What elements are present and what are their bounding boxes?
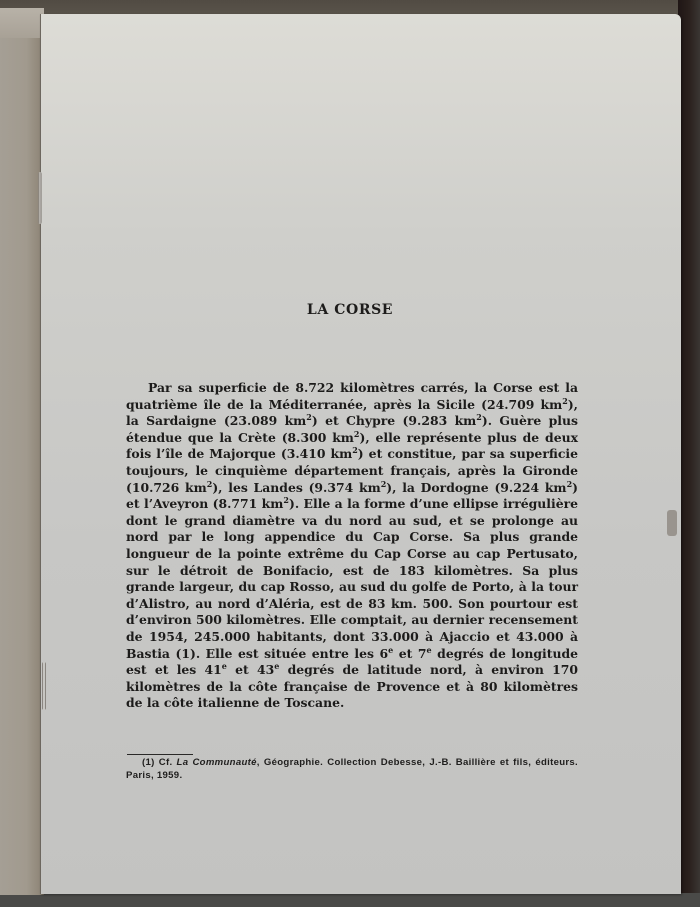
previous-page-edge bbox=[0, 12, 44, 895]
text-run: ). Elle a la forme d’une ellipse irrégulière dont le grand diamètre va du nord au sud, et se prolonge au nord par le long appendice du Cap Corse. Sa plus grande longueur de la pointe extrême du Cap Corse au cap Pertusato, sur le détroit de Bonifacio, est de 183 kilomètres. Sa plus grande largeur, du cap Rosso, au sud du golfe de Porto, à la tour d’Alistro, au nord d’Aléria, est de 83 km. 500. Son pourtour est d’environ 500 kilomètres. Elle comptait, au dernier recensement de 1954, 245.000 habitants, dont 33.000 à Ajaccio et 43.000 à Bastia (1). Elle est située entre les 6 bbox=[126, 496, 578, 661]
superscript: e bbox=[274, 660, 280, 671]
superscript: 2 bbox=[352, 445, 358, 456]
text-run: ) et constitue, par sa superficie toujours, le cinquième département français, après la Gironde (10.726 km bbox=[126, 446, 578, 495]
background-surface-bottom bbox=[0, 893, 700, 907]
page-title: LA CORSE bbox=[306, 302, 394, 318]
body-paragraph bbox=[126, 380, 578, 712]
text-run: ). Guère plus étendue que la Crète (8.300 km bbox=[126, 413, 578, 445]
superscript: 2 bbox=[562, 395, 568, 406]
text-run: degrés de longitude est et les 41 bbox=[126, 645, 579, 678]
text-run: Par sa superficie de 8.722 kilomètres carrés, la Corse est la quatrième île de la Méditerranée, après la Sicile (24.709 km bbox=[126, 380, 578, 412]
footnote-text: , Géographie. Collection Debesse, J.-B. Baillière et fils, éditeurs. Paris, 1959. bbox=[126, 757, 578, 781]
text-run: ), la Sardaigne (23.089 km bbox=[126, 396, 578, 429]
footnote-title: La Communauté bbox=[176, 757, 257, 768]
text-run: ) et Chypre (9.283 km bbox=[311, 413, 477, 429]
superscript: 2 bbox=[353, 428, 360, 439]
text-run: degrés de latitude nord, à environ 170 kilomètres de la côte française de Provence et à 80 kilomètres de la côte italienne de Toscane. bbox=[126, 662, 578, 711]
superscript: 2 bbox=[566, 478, 573, 489]
superscript: e bbox=[426, 644, 432, 655]
footnote-marker: (1) Cf. bbox=[142, 757, 177, 768]
superscript: 2 bbox=[476, 412, 482, 423]
superscript: 2 bbox=[283, 495, 289, 506]
text-run: et 7 bbox=[393, 645, 427, 661]
superscript: 2 bbox=[306, 412, 312, 423]
text-run: et 43 bbox=[226, 662, 275, 678]
text-run: ), les Landes (9.374 km bbox=[212, 479, 381, 495]
staple-icon bbox=[38, 172, 42, 224]
superscript: 2 bbox=[206, 478, 213, 489]
superscript: 2 bbox=[380, 478, 387, 489]
superscript: e bbox=[388, 644, 394, 655]
text-run: ), la Dordogne (9.224 km bbox=[386, 479, 567, 495]
footnote bbox=[126, 756, 578, 782]
superscript: e bbox=[221, 660, 227, 671]
background-surface-right bbox=[678, 0, 700, 907]
page-edge-tear bbox=[667, 510, 677, 536]
text-run: ), elle représente plus de deux fois l’île de Majorque (3.410 km bbox=[126, 429, 578, 462]
text-run: ) et l’Aveyron (8.771 km bbox=[126, 479, 579, 512]
paragraph-text bbox=[126, 380, 578, 712]
previous-page-corner bbox=[0, 8, 44, 38]
staple-icon bbox=[42, 662, 46, 710]
footnote-divider bbox=[127, 754, 193, 755]
